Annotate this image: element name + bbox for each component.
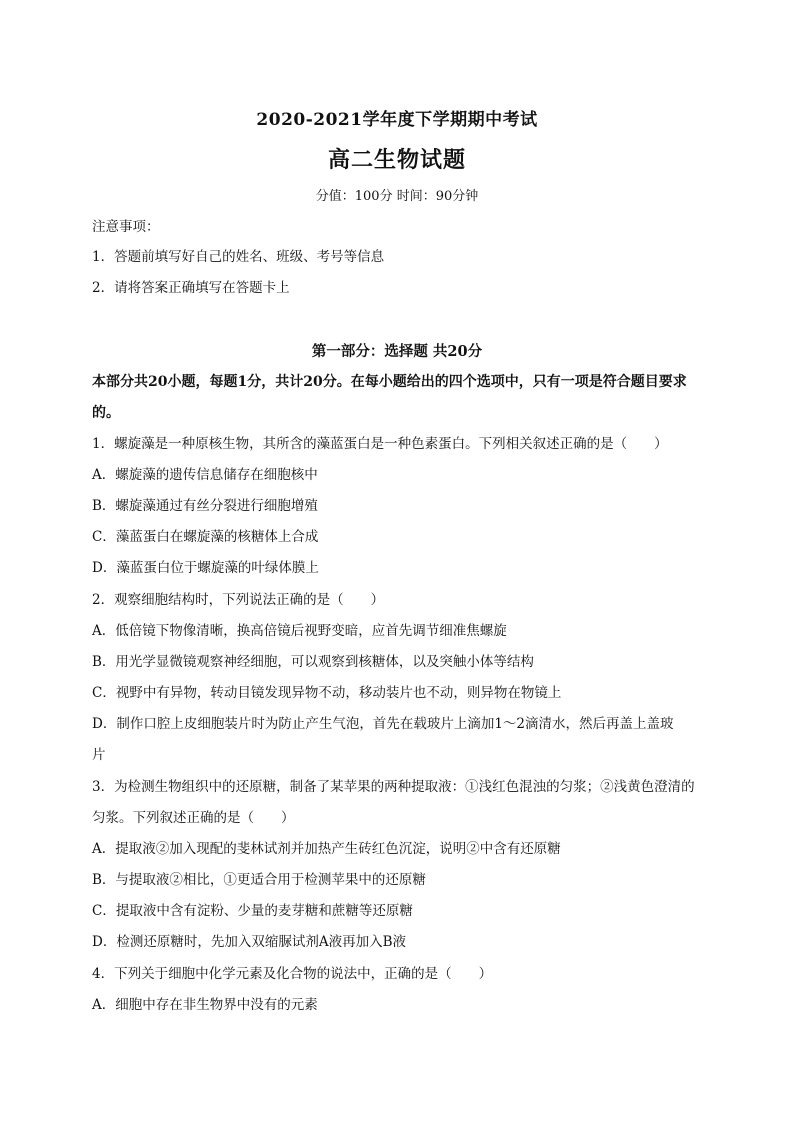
question-3-stem: 3．为检测生物组织中的还原糖，制备了某苹果的两种提取液：①浅红色混浊的匀浆；②浅黄色澄清的 <box>92 779 695 795</box>
question-2-option-d-continued: 片 <box>92 747 106 763</box>
question-3-option-b: B．与提取液②相比，①更适合用于检测苹果中的还原糖 <box>92 872 426 888</box>
question-3-option-a: A．提取液②加入现配的斐林试剂并加热产生砖红色沉淀，说明②中含有还原糖 <box>92 841 561 857</box>
question-2-option-d: D．制作口腔上皮细胞装片时为防止产生气泡，首先在载玻片上滴加1～2滴清水，然后再盖上盖玻 <box>92 716 674 732</box>
question-4-stem: 4．下列关于细胞中化学元素及化合物的说法中，正确的是（ ） <box>92 966 493 982</box>
question-2-option-b: B．用光学显微镜观察神经细胞，可以观察到核糖体，以及突触小体等结构 <box>92 654 534 670</box>
question-2-option-c: C．视野中有异物，转动目镜发现异物不动，移动装片也不动，则异物在物镜上 <box>92 685 562 701</box>
question-1-stem: 1．螺旋藻是一种原核生物，其所含的藻蓝蛋白是一种色素蛋白。下列相关叙述正确的是（ ） <box>92 436 668 452</box>
question-1-option-c: C．藻蓝蛋白在螺旋藻的核糖体上合成 <box>92 529 319 545</box>
question-4-option-a: A．细胞中存在非生物界中没有的元素 <box>92 997 318 1013</box>
section-title: 第一部分：选择题 共20分 <box>311 343 483 360</box>
note-item-2: 2．请将答案正确填写在答题卡上 <box>92 280 290 296</box>
section-instruction-line-1: 本部分共20小题，每题1分，共计20分。在每小题给出的四个选项中，只有一项是符合题目要求 <box>92 374 687 390</box>
section-instruction-line-2: 的。 <box>92 405 120 421</box>
question-3-option-d: D．检测还原糖时，先加入双缩脲试剂A液再加入B液 <box>92 934 406 950</box>
exam-subtitle: 高二生物试题 <box>327 147 466 173</box>
question-1-option-b: B．螺旋藻通过有丝分裂进行细胞增殖 <box>92 498 318 514</box>
question-1-option-a: A．螺旋藻的遗传信息储存在细胞核中 <box>92 467 318 483</box>
question-1-option-d: D．藻蓝蛋白位于螺旋藻的叶绿体膜上 <box>92 560 319 576</box>
note-item-1: 1．答题前填写好自己的姓名、班级、考号等信息 <box>92 249 385 265</box>
question-3-option-c: C．提取液中含有淀粉、少量的麦芽糖和蔗糖等还原糖 <box>92 903 413 919</box>
question-2-stem: 2．观察细胞结构时，下列说法正确的是（ ） <box>92 592 385 608</box>
question-2-option-a: A．低倍镜下物像清晰，换高倍镜后视野变暗，应首先调节细准焦螺旋 <box>92 623 507 639</box>
question-3-stem-continued: 匀浆。下列叙述正确的是（ ） <box>92 810 295 826</box>
exam-title: 2020-2021学年度下学期期中考试 <box>256 110 538 130</box>
score-time-info: 分值：100分 时间：90分钟 <box>315 189 479 204</box>
notes-heading: 注意事项： <box>92 219 160 235</box>
